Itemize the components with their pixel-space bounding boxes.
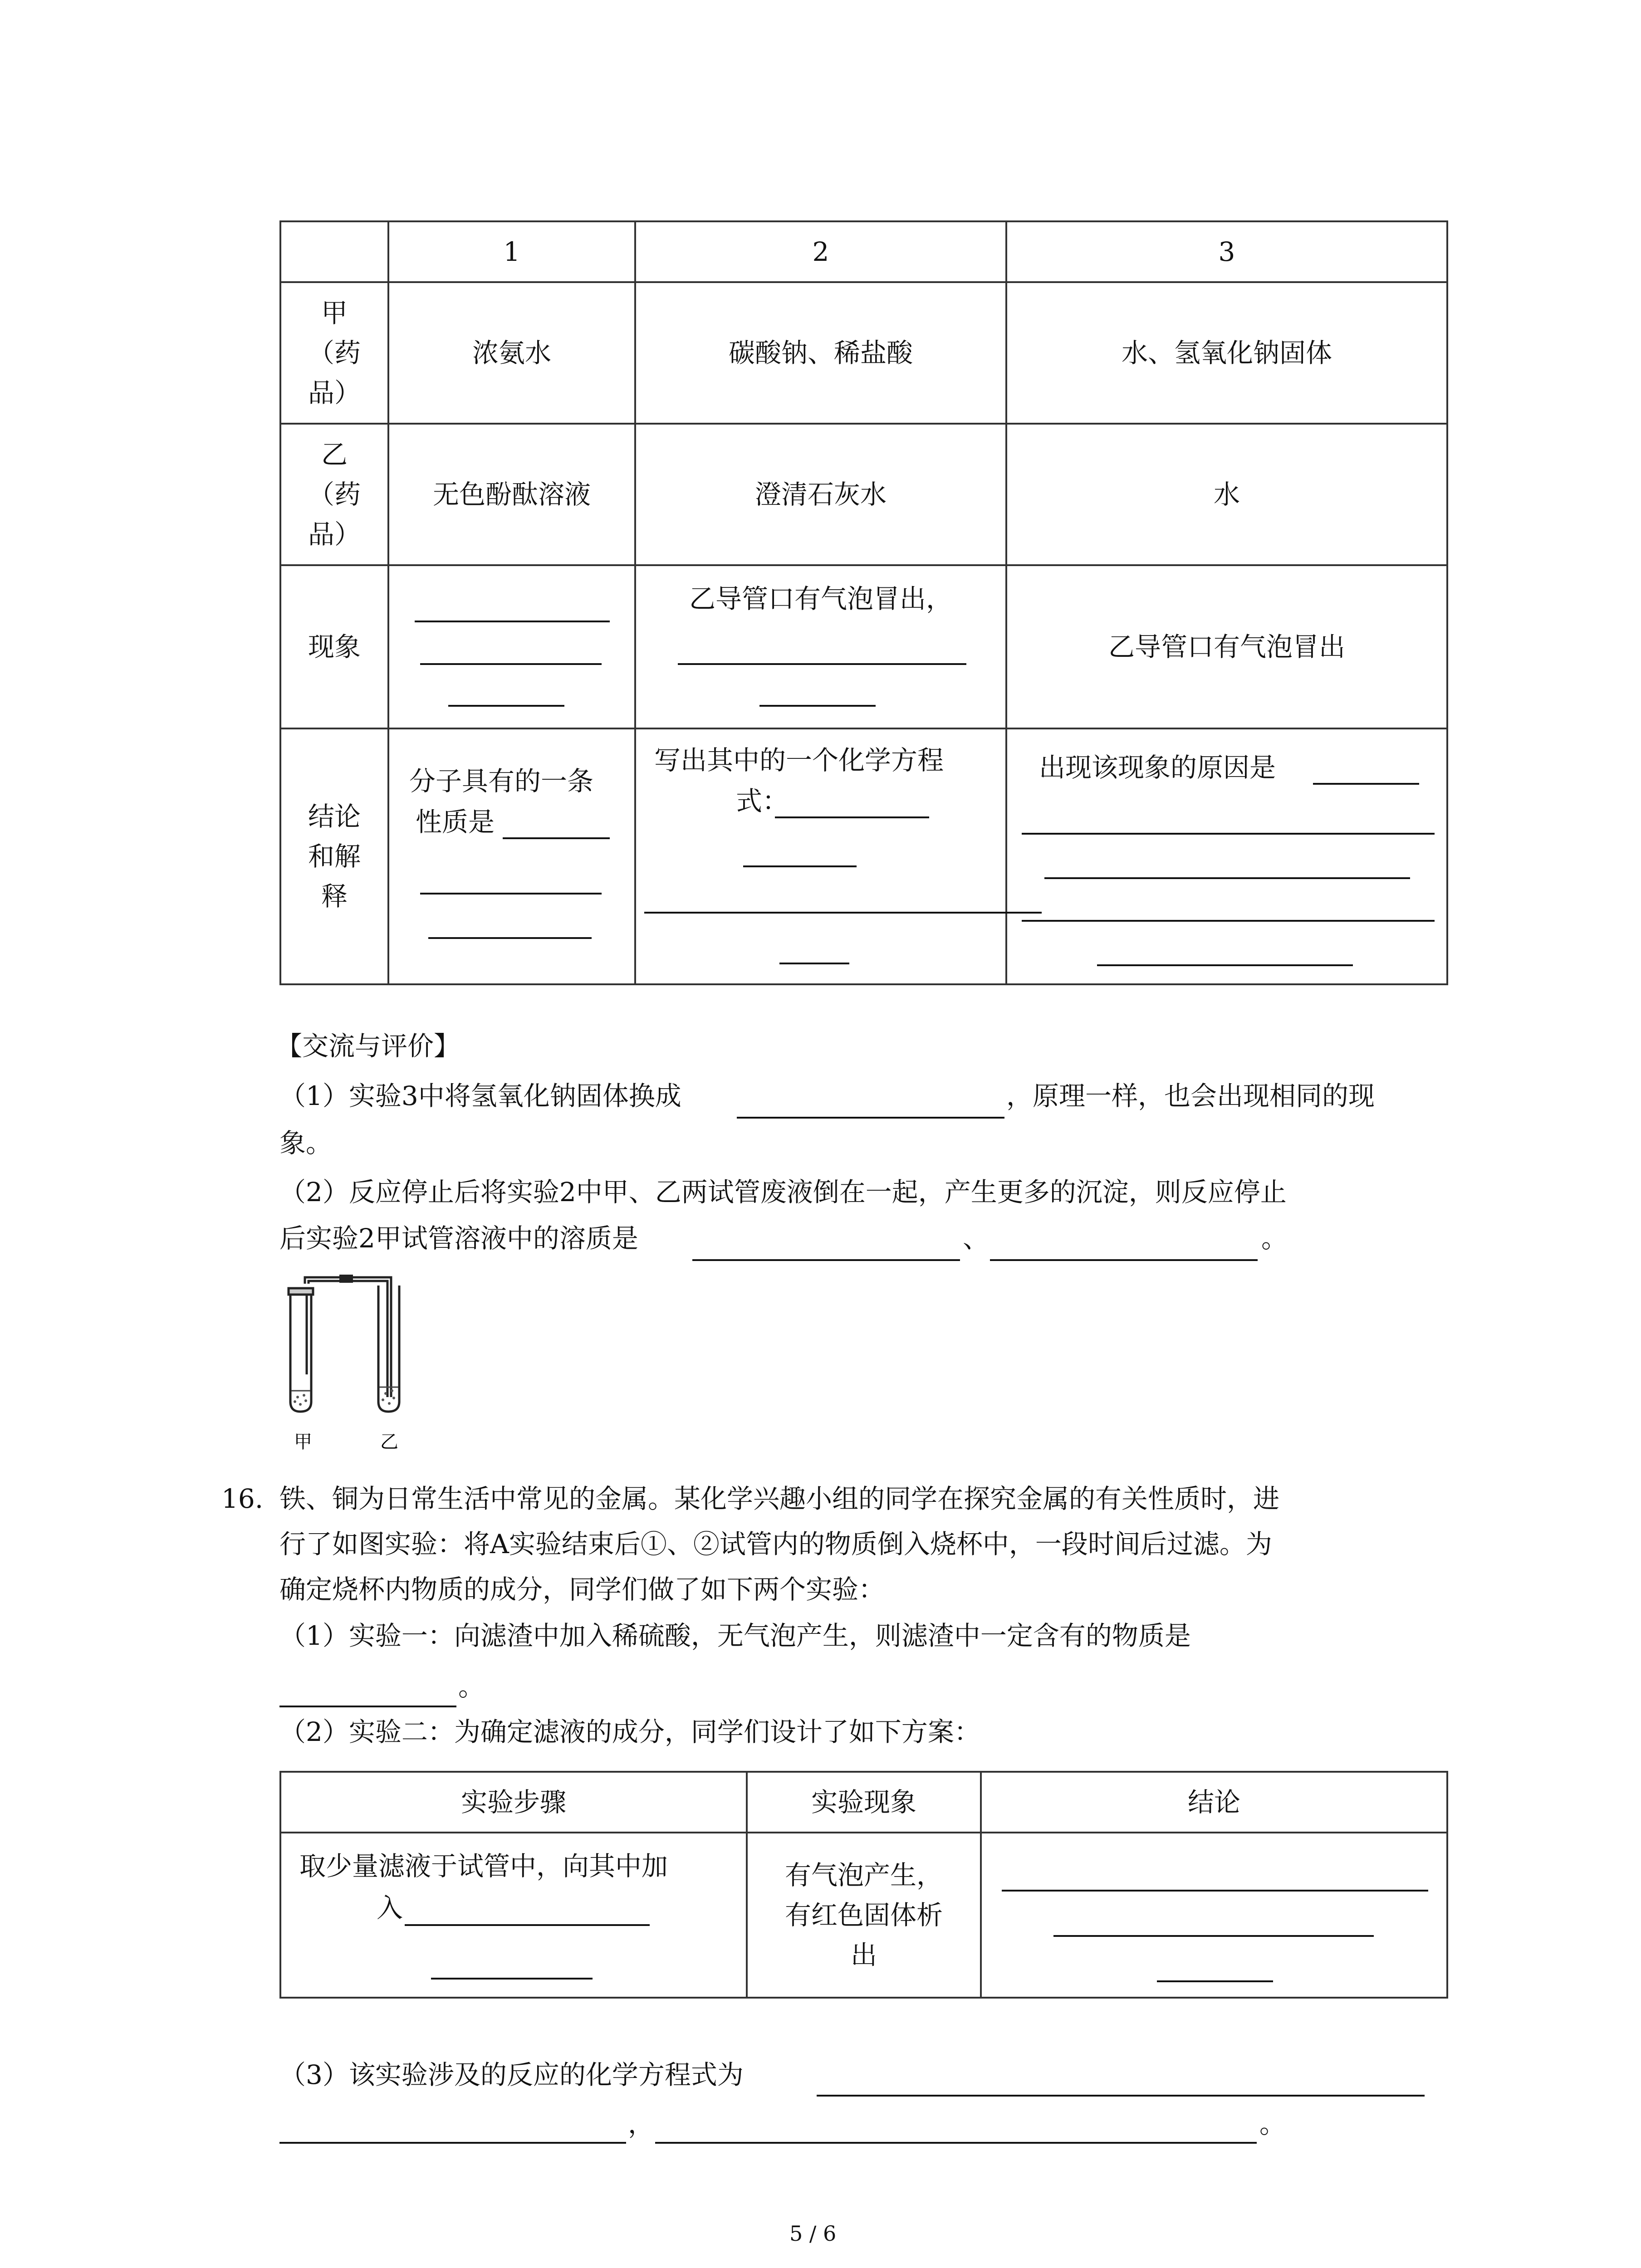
answer-blank[interactable] — [1313, 783, 1419, 785]
answer-blank[interactable] — [644, 912, 1042, 914]
cell-yi-2: 澄清石灰水 — [635, 424, 1006, 565]
cell-concl-1: 分子具有的一条 性质是 — [388, 728, 635, 984]
cell-yi-1: 无色酚酞溶液 — [388, 424, 635, 565]
cell-yi-3: 水 — [1006, 424, 1447, 565]
cell-phen-3: 乙导管口有气泡冒出 — [1006, 565, 1447, 728]
answer-blank[interactable] — [779, 963, 849, 964]
answer-blank[interactable] — [415, 621, 610, 622]
section-heading: 【交流与评价】 — [276, 1031, 460, 1061]
answer-blank[interactable] — [420, 893, 602, 894]
table-header-cell: 3 — [1006, 221, 1447, 282]
question-16-paragraph: 确定烧杯内物质的成分，同学们做了如下两个实验： — [279, 1574, 885, 1605]
sub-question-2: （2）实验二：为确定滤液的成分，同学们设计了如下方案： — [279, 1716, 980, 1747]
answer-blank[interactable] — [775, 816, 929, 818]
answer-blank[interactable] — [737, 1117, 1004, 1119]
answer-blank[interactable] — [405, 1924, 650, 1926]
cell-concl-3: 出现该现象的原因是 — [1006, 728, 1447, 984]
table-header-row — [280, 1772, 1447, 1833]
question-1-text: （1）实验3中将氢氧化钠固体换成 — [279, 1080, 681, 1111]
answer-blank[interactable] — [1022, 833, 1435, 835]
answer-blank[interactable] — [1022, 920, 1435, 922]
figure-label-jia: 甲 — [294, 1432, 312, 1452]
table-row — [280, 1833, 1447, 1998]
period: 。 — [1259, 2108, 1286, 2139]
experiment-plan-table — [279, 1771, 1448, 1999]
answer-blank[interactable] — [431, 1978, 593, 1980]
question-16-paragraph: 行了如图实验：将A实验结束后①、②试管内的物质倒入烧杯中，一段时间后过滤。为 — [279, 1529, 1272, 1559]
page-number: 5 / 6 — [789, 2221, 837, 2246]
question-2-text: （2）反应停止后将实验2中甲、乙两试管废液倒在一起，产生更多的沉淀，则反应停止 — [279, 1177, 1287, 1207]
cell-jia-2: 碳酸钠、稀盐酸 — [635, 282, 1006, 424]
period: 。 — [458, 1671, 485, 1702]
table-header-cell: 1 — [388, 221, 635, 282]
table-header-cell: 实验步骤 — [280, 1772, 747, 1833]
experiment-table — [279, 220, 1448, 985]
answer-blank[interactable] — [1157, 1980, 1273, 1982]
answer-blank[interactable] — [678, 663, 966, 665]
row-label-jia: 甲 （药 品） — [280, 282, 388, 424]
table-row-conclusion — [280, 728, 1447, 984]
period: 。 — [1261, 1223, 1288, 1254]
answer-blank[interactable] — [279, 1706, 456, 1707]
table-header-cell — [280, 221, 388, 282]
separator: 、 — [963, 1223, 989, 1254]
answer-blank[interactable] — [428, 937, 592, 939]
answer-blank[interactable] — [1044, 877, 1410, 879]
answer-blank[interactable] — [503, 837, 610, 839]
answer-blank[interactable] — [1053, 1935, 1374, 1937]
answer-blank[interactable] — [420, 663, 602, 665]
cell-phen-1 — [388, 565, 635, 728]
table-row-jia — [280, 282, 1447, 424]
answer-blank[interactable] — [692, 1259, 960, 1261]
cell-phenomenon: 有气泡产生， 有红色固体析 出 — [747, 1833, 981, 1998]
test-tube-apparatus-figure — [272, 1266, 426, 1456]
answer-blank[interactable] — [448, 705, 564, 707]
answer-blank[interactable] — [1002, 1890, 1428, 1892]
question-16-paragraph: 铁、铜为日常生活中常见的金属。某化学兴趣小组的同学在探究金属的有关性质时，进 — [279, 1483, 1280, 1514]
question-1-text-cont: ，原理一样，也会出现相同的现 — [1006, 1080, 1375, 1111]
cell-conclusion — [981, 1833, 1447, 1998]
sub-question-3: （3）该实验涉及的反应的化学方程式为 — [279, 2059, 744, 2090]
clip-icon — [339, 1275, 353, 1283]
answer-blank[interactable] — [655, 2142, 1257, 2144]
table-header-cell: 结论 — [981, 1772, 1447, 1833]
cell-concl-2: 写出其中的一个化学方程 式： — [635, 728, 1006, 984]
answer-blank[interactable] — [990, 1259, 1258, 1261]
question-2-text-cont: 后实验2甲试管溶液中的溶质是 — [279, 1223, 638, 1254]
separator: ， — [628, 2108, 655, 2139]
answer-blank[interactable] — [743, 865, 857, 867]
answer-blank[interactable] — [279, 2142, 626, 2144]
row-label-phenomenon: 现象 — [280, 565, 388, 728]
answer-blank[interactable] — [759, 705, 876, 707]
cell-phen-2: 乙导管口有气泡冒出， — [635, 565, 1006, 728]
cell-jia-3: 水、氢氧化钠固体 — [1006, 282, 1447, 424]
question-1-text-end: 象。 — [279, 1128, 333, 1158]
table-header-cell: 2 — [635, 221, 1006, 282]
cell-step: 取少量滤液于试管中，向其中加 入 — [280, 1833, 747, 1998]
question-number: 16. — [221, 1483, 264, 1514]
table-header-row — [280, 221, 1447, 282]
row-label-yi: 乙 （药 品） — [280, 424, 388, 565]
figure-label-yi: 乙 — [380, 1432, 398, 1452]
row-label-conclusion: 结论 和解 释 — [280, 728, 388, 984]
cell-jia-1: 浓氨水 — [388, 282, 635, 424]
sub-question-1: （1）实验一：向滤渣中加入稀硫酸，无气泡产生，则滤渣中一定含有的物质是 — [279, 1620, 1191, 1651]
answer-blank[interactable] — [1097, 964, 1353, 966]
table-row-phenomenon — [280, 565, 1447, 728]
table-header-cell: 实验现象 — [747, 1772, 981, 1833]
table-row-yi — [280, 424, 1447, 565]
answer-blank[interactable] — [817, 2095, 1425, 2097]
